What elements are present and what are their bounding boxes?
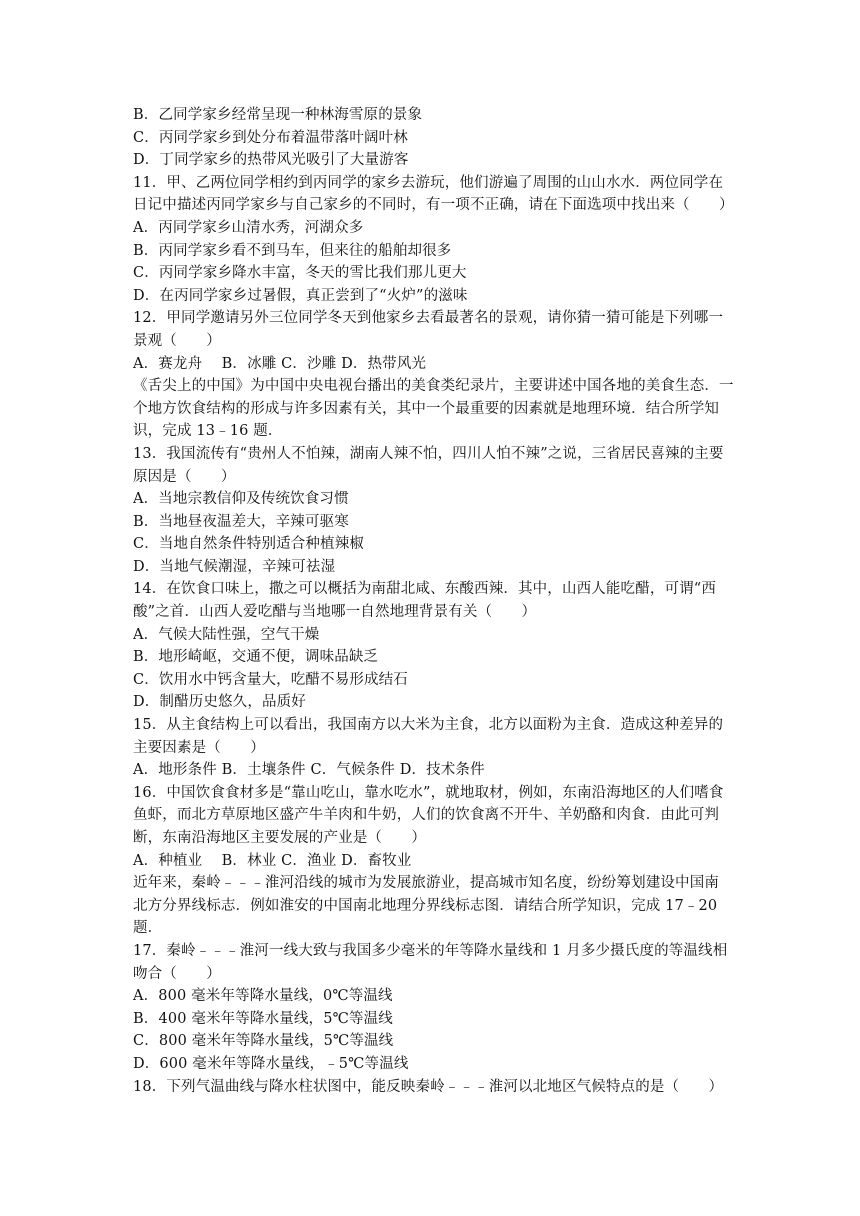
text-line: D．制醋历史悠久，品质好 bbox=[133, 694, 306, 711]
text-line: A．800 毫米年等降水量线，0℃等温线 bbox=[133, 988, 393, 1005]
text-line: A．丙同学家乡山清水秀，河湖众多 bbox=[133, 219, 364, 236]
text-line: 17．秦岭﹣﹣﹣淮河一线大致与我国多少毫米的年等降水量线和 1 月多少摄氏度的等温线相 bbox=[133, 942, 728, 959]
text-line: 断，东南沿海地区主要发展的产业是（ ） bbox=[133, 830, 426, 846]
text-line: A．气候大陆性强，空气干燥 bbox=[133, 626, 320, 643]
text-line: A．种植业 B．林业 C．渔业 D．畜牧业 bbox=[133, 852, 412, 869]
text-line: 原因是（ ） bbox=[133, 468, 236, 485]
text-line: D．当地气候潮湿，辛辣可祛湿 bbox=[133, 558, 336, 575]
text-line: 识，完成 13﹣16 题． bbox=[133, 423, 283, 440]
text-line: 18．下列气温曲线与降水柱状图中，能反映秦岭﹣﹣﹣淮河以北地区气候特点的是（ ） bbox=[133, 1078, 724, 1095]
text-line: D．丁同学家乡的热带风光吸引了大量游客 bbox=[133, 152, 409, 169]
text-line: 16．中国饮食食材多是“靠山吃山，靠水吃水”，就地取材，例如，东南沿海地区的人们嗜食 bbox=[133, 784, 724, 801]
text-line: C．丙同学家乡到处分布着温带落叶阔叶林 bbox=[133, 129, 408, 146]
text-line: A．赛龙舟 B．冰雕 C．沙雕 D．热带风光 bbox=[133, 355, 427, 372]
text-line: D．在丙同学家乡过暑假，真正尝到了“火炉”的滋味 bbox=[133, 287, 468, 304]
text-line: A．地形条件 B．土壤条件 C．气候条件 D．技术条件 bbox=[133, 762, 485, 779]
text-line: 13．我国流传有“贵州人不怕辣，湖南人辣不怕，四川人怕不辣”之说，三省居民喜辣的主要 bbox=[133, 445, 724, 462]
text-line: 日记中描述丙同学家乡与自己家乡的不同时，有一项不正确，请在下面选项中找出来（ ） bbox=[133, 197, 734, 214]
text-line: B．地形崎岖，交通不便，调味品缺乏 bbox=[133, 649, 379, 666]
text-line: D．600 毫米年等降水量线，﹣5℃等温线 bbox=[133, 1055, 409, 1072]
text-line: 酸”之首．山西人爱吃醋与当地哪一自然地理背景有关（ ） bbox=[133, 604, 537, 621]
exam-text bbox=[133, 104, 733, 1098]
text-line: 12．甲同学邀请另外三位同学冬天到他家乡去看最著名的景观，请你猜一猜可能是下列哪一 bbox=[133, 310, 724, 327]
text-line: C．当地自然条件特别适合种植辣椒 bbox=[133, 536, 364, 553]
text-line: 题． bbox=[133, 920, 163, 937]
text-line: 《舌尖上的中国》为中国中央电视台播出的美食类纪录片，主要讲述中国各地的美食生态．一 bbox=[133, 378, 734, 395]
text-line: C．800 毫米年等降水量线，5℃等温线 bbox=[133, 1033, 394, 1050]
text-line: B．乙同学家乡经常呈现一种林海雪原的景象 bbox=[133, 107, 423, 123]
text-line: 景观（ ） bbox=[133, 332, 221, 349]
text-line: C．丙同学家乡降水丰富，冬天的雪比我们那儿更大 bbox=[133, 265, 467, 282]
text-line: 15．从主食结构上可以看出，我国南方以大米为主食，北方以面粉为主食．造成这种差异的 bbox=[133, 717, 724, 734]
text-line: 北方分界线标志．例如淮安的中国南北地理分界线标志图．请结合所学知识，完成 17﹣20 bbox=[133, 897, 718, 914]
text-line: 个地方饮食结构的形成与许多因素有关，其中一个最重要的因素就是地理环境．结合所学知 bbox=[133, 400, 719, 417]
text-line: 14．在饮食口味上，撒之可以概括为南甜北咸、东酸西辣．其中，山西人能吃醋，可谓“西 bbox=[133, 581, 717, 598]
text-line: 吻合（ ） bbox=[133, 965, 221, 982]
text-line: B．丙同学家乡看不到马车，但来往的船舶却很多 bbox=[133, 242, 452, 259]
text-line: B．当地昼夜温差大，辛辣可驱寒 bbox=[133, 513, 349, 530]
text-line: 鱼虾，而北方草原地区盛产牛羊肉和牛奶，人们的饮食离不开牛、羊奶酪和肉食．由此可判 bbox=[133, 807, 719, 824]
text-line: 主要因素是（ ） bbox=[133, 739, 265, 756]
text-line: 近年来，秦岭﹣﹣﹣淮河沿线的城市为发展旅游业，提高城市知名度，纷纷筹划建设中国南 bbox=[133, 875, 719, 892]
text-line: C．饮用水中钙含量大，吃醋不易形成结石 bbox=[133, 671, 408, 688]
text-line: B．400 毫米年等降水量线，5℃等温线 bbox=[133, 1010, 393, 1027]
text-line: 11．甲、乙两位同学相约到丙同学的家乡去游玩，他们游遍了周围的山山水水．两位同学在 bbox=[133, 174, 724, 191]
text-line: A．当地宗教信仰及传统饮食习惯 bbox=[133, 491, 349, 508]
